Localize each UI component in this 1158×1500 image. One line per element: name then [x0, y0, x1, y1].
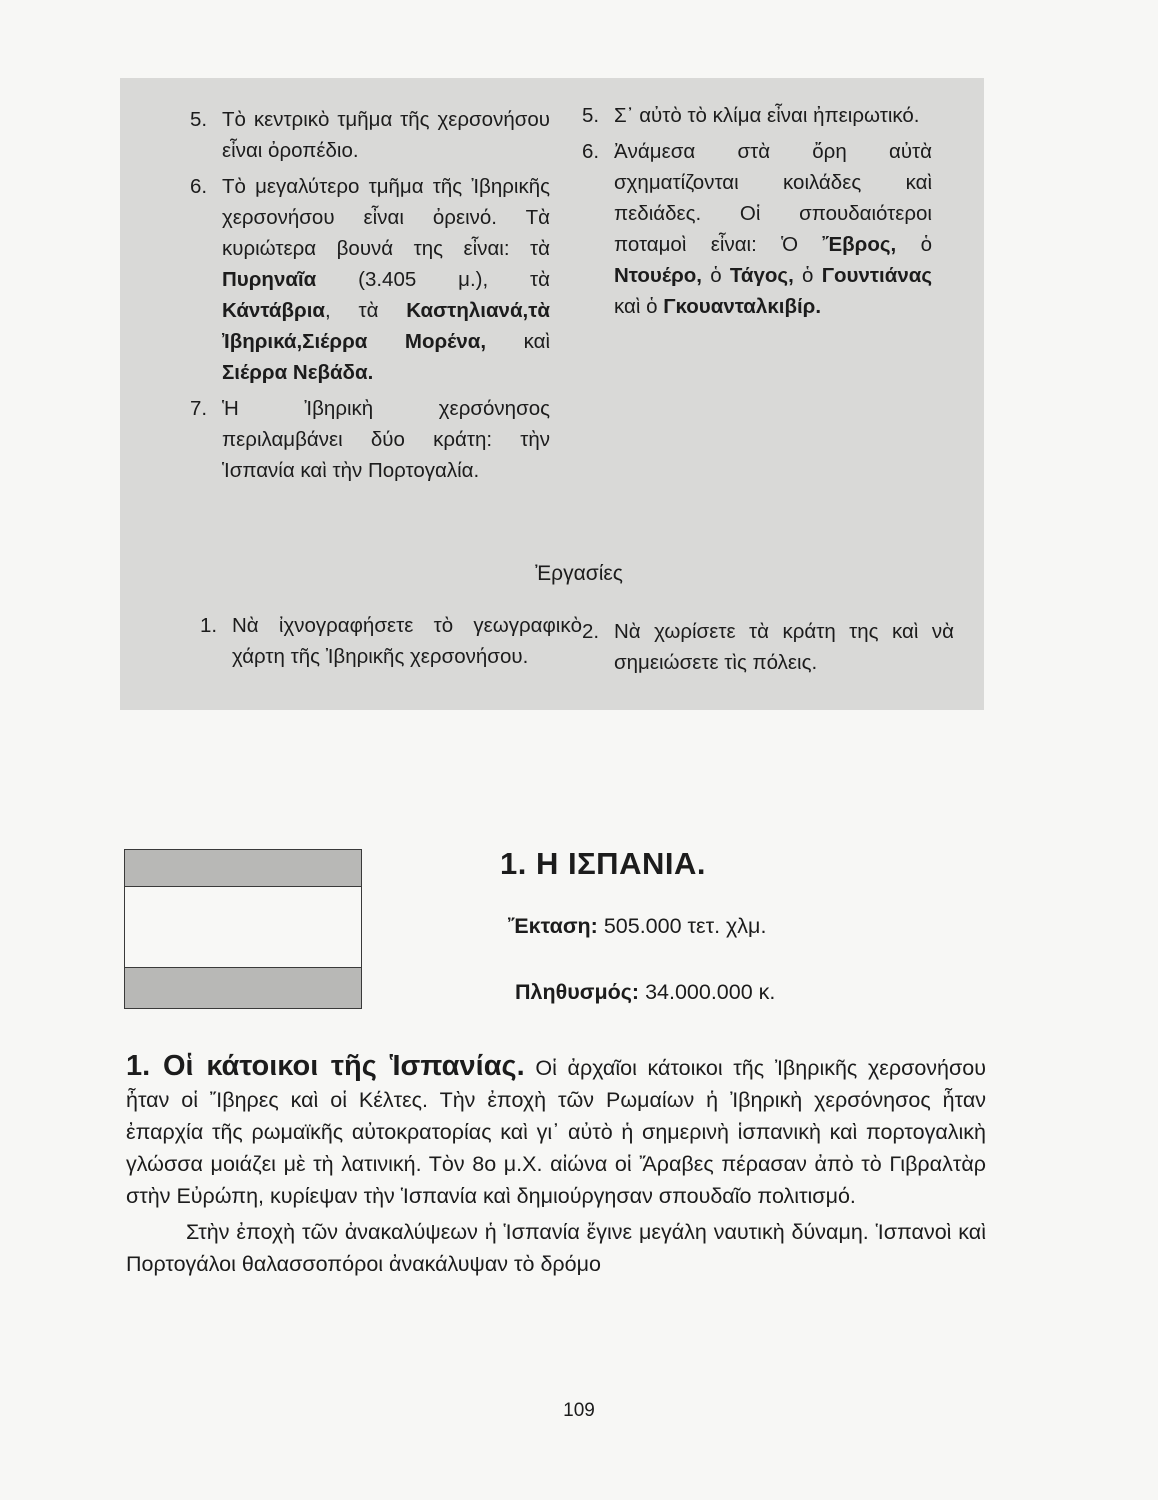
right-item [582, 136, 932, 322]
exercises-heading: Ἐργασίες [535, 562, 623, 585]
right-item-text: ὁ [702, 264, 730, 287]
flag-top-stripe [125, 850, 361, 887]
area-line [508, 914, 766, 939]
left-item-text: καὶ [486, 330, 550, 353]
paragraph-2: Στὴν ἐποχὴ τῶν ἀνακαλύψεων ἡ Ἱσπανία ἔγινε μεγάλη ναυτικὴ δύναμη. Ἱσπανοὶ καὶ Πορτογάλοι θαλασσοπόροι ἀνακάλυψαν τὸ δρόμο [126, 1220, 986, 1276]
page-number: 109 [563, 1400, 595, 1421]
right-bold-term: Ντουέρο, [614, 264, 702, 287]
exercise-2-text: Νὰ χωρίσετε τὰ κράτη της καὶ νὰ σημειώσετε τὶς πόλεις. [614, 620, 954, 674]
left-item-number: 7. [190, 397, 208, 420]
left-item [190, 104, 550, 166]
left-bold-term: Σιέρρα Νεβάδα. [222, 361, 374, 384]
right-item-text: ὁ [793, 264, 822, 287]
right-item-text: καὶ ὁ [614, 295, 664, 318]
population-label: Πληθυσμός: [515, 980, 640, 1004]
left-bold-term: Πυρηναῖα [222, 268, 317, 291]
left-item-number: 6. [190, 175, 208, 198]
exercise-1-number: 1. [200, 614, 218, 637]
population-line [515, 980, 775, 1005]
left-item-text: Ἡ Ἰβηρικὴ χερσόνησος περιλαμβάνει δύο κράτη: τὴν Ἱσπανία καὶ τὴν Πορτογαλία. [222, 397, 550, 482]
left-bold-term: Κάντάβρια [222, 299, 326, 322]
left-item-text: , τὰ [325, 299, 407, 322]
paragraph-1 [126, 1050, 986, 1212]
right-bold-term: Τάγος, [729, 264, 794, 287]
area-value: 505.000 τετ. χλμ. [597, 914, 767, 938]
section-heading: 1. Οἱ κάτοικοι τῆς Ἱσπανίας. [126, 1050, 525, 1082]
right-item-text: Σ᾽ αὐτὸ τὸ κλίμα εἶναι ἠπειρωτικό. [614, 104, 920, 127]
exercise-2-number: 2. [582, 620, 600, 643]
spain-flag-illustration [124, 849, 362, 1009]
exercise-1-text: Νὰ ἰχνογραφήσετε τὸ γεωγραφικὸ χάρτη τῆς Ἰβηρικῆς χερσονήσου. [232, 614, 582, 668]
left-item-number: 5. [190, 108, 208, 131]
country-title: 1. Η ΙΣΠΑΝΙΑ. [500, 846, 706, 881]
right-item-number: 6. [582, 140, 600, 163]
right-item-text: Ἀνάμεσα στὰ ὄρη αὐτὰ σχηματίζονται κοιλάδες καὶ πεδιάδες. Οἱ σπουδαιότεροι ποταμοὶ εἶναι: Ὁ [614, 140, 932, 256]
right-bold-term: Γουντιάνας [821, 264, 932, 287]
paragraph-1-text: Οἱ ἀρχαῖοι κάτοικοι τῆς Ἰβηρικῆς χερσονήσου ἦταν οἱ Ἴβηρες καὶ οἱ Κέλτες. Τὴν ἐποχὴ τῶν Ρωμαίων ἡ Ἰβηρικὴ χερσόνησος ἦταν ἐπαρχία τῆς ρωμαϊκῆς αὐτοκρατορίας καὶ γι᾽ αὐτὸ ἡ σημερινὴ ἱσπανικὴ καὶ πορτογαλικὴ γλώσσα μοιάζει μὲ τὴ λατινική. Τὸν 8ο μ.Χ. αἰώνα οἱ Ἄραβες πέρασαν ἀπὸ τὸ Γιβραλτὰρ στὴν Εὐρώπη, κυρίεψαν τὴν Ἱσπανία καὶ δημιούργησαν σπουδαῖο πολιτισμό. [126, 1056, 986, 1208]
right-bold-term: Ἔβρος, [822, 233, 897, 256]
summary-left-column [190, 104, 550, 491]
right-bold-term: Γκουανταλκιβίρ. [663, 295, 822, 318]
right-item-number: 5. [582, 104, 600, 127]
right-item [582, 100, 932, 131]
right-item-text: ὁ [896, 233, 932, 256]
left-item [190, 171, 550, 388]
population-value: 34.000.000 κ. [639, 980, 776, 1004]
left-item-text: Τὸ κεντρικὸ τμῆμα τῆς χερσονήσου εἶναι ὀροπέδιο. [222, 108, 550, 162]
area-label: Ἔκταση: [508, 914, 598, 938]
left-item-text: (3.405 μ.), τὰ [316, 268, 550, 291]
left-item [190, 393, 550, 486]
summary-right-column [582, 100, 932, 327]
exercise-1 [200, 610, 582, 672]
left-item-text: Τὸ μεγαλύτερο τμῆμα τῆς Ἰβηρικῆς χερσονήσου εἶναι ὀρεινό. Τὰ κυριώτερα βουνά της εἶναι: τὰ [222, 175, 550, 260]
section-body [126, 1050, 986, 1280]
flag-bottom-stripe [125, 967, 361, 1008]
exercise-2 [582, 616, 954, 678]
left-bold-term: Καστηλιανά,τὰ Ἰβηρικά,Σιέρρα Μορένα, [222, 299, 550, 353]
